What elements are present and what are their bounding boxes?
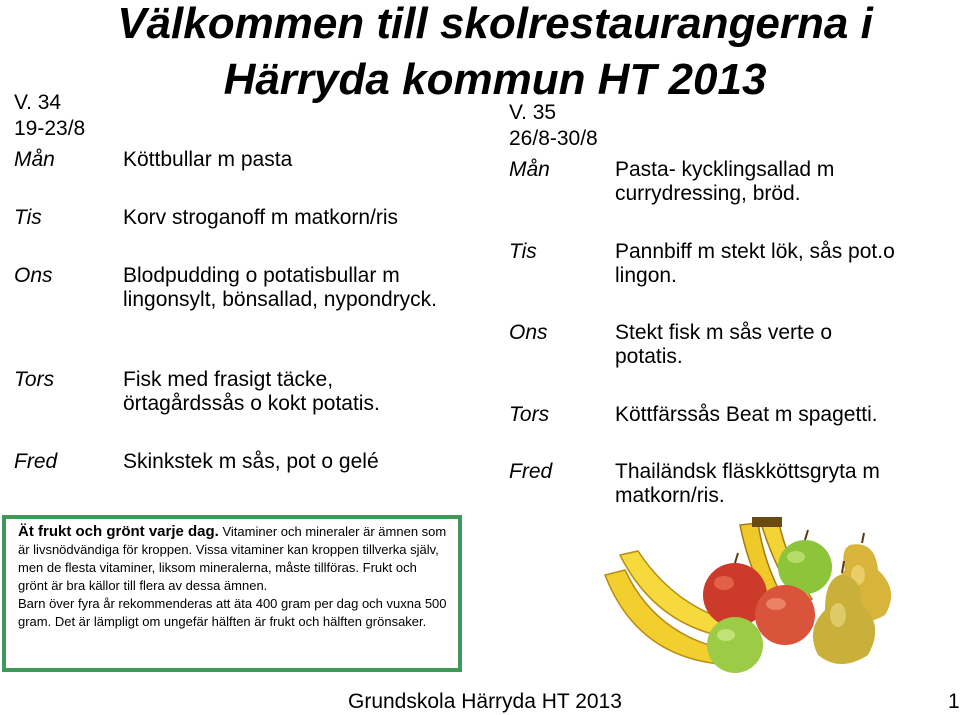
page-number: 1: [948, 690, 960, 713]
week-35-menu: [509, 100, 949, 507]
dish-text: Thailändsk fläskköttsgryta m matkorn/ris.: [615, 460, 880, 507]
dish-text: Pannbiff m stekt lök, sås pot.o lingon.: [615, 240, 895, 287]
day-row-mon: [509, 158, 915, 206]
nutrition-info-box: [2, 515, 462, 672]
dish-text: Köttbullar m pasta: [123, 148, 293, 171]
dish-text: Fisk med frasigt täcke, örtagårdssås o kokt potatis.: [123, 368, 380, 415]
dish-text: Stekt fisk m sås verte o potatis.: [615, 321, 833, 368]
week-label: V. 35: [509, 101, 557, 124]
footer-text: Grundskola Härryda HT 2013: [348, 690, 622, 713]
day-row-thu: [14, 368, 443, 416]
info-text: Vitaminer och mineraler är ämnen som är livsnödvändiga för kroppen. Vissa vitaminer kan kroppen tillverka själv, men de flesta vitaminer, liksom mineralerna, måste tillföras. Frukt och grönt är bra källor till flera av dessa ämnen.: [18, 524, 447, 593]
green-apple-icon: [778, 530, 832, 594]
day-label: Fred: [509, 460, 553, 483]
day-label: Tors: [509, 403, 550, 426]
day-row-wed: [14, 264, 453, 312]
day-label: Mån: [509, 158, 550, 181]
green-apple-icon: [707, 617, 763, 673]
day-row-wed: [509, 321, 875, 369]
week-dates: 19-23/8: [14, 117, 86, 140]
week-label: V. 34: [14, 91, 62, 114]
dish-text: Skinkstek m sås, pot o gelé: [123, 450, 379, 473]
dish-text: Korv stroganoff m matkorn/ris: [123, 206, 399, 229]
day-label: Tis: [14, 206, 42, 229]
fruit-illustration: [600, 515, 955, 685]
day-label: Ons: [509, 321, 548, 344]
week-34-menu: [14, 90, 474, 473]
day-label: Mån: [14, 148, 55, 171]
day-label: Tors: [14, 368, 55, 391]
dish-text: Pasta- kycklingsallad m currydressing, bröd.: [615, 158, 835, 205]
day-label: Ons: [14, 264, 53, 287]
day-label: Tis: [509, 240, 537, 263]
day-row-mon: [14, 148, 292, 172]
day-row-fri: [14, 450, 379, 474]
dish-text: Blodpudding o potatisbullar m lingonsylt, bönsallad, nypondryck.: [123, 264, 438, 311]
day-row-fri: [509, 460, 925, 508]
day-label: Fred: [14, 450, 58, 473]
week-dates: 26/8-30/8: [509, 127, 598, 150]
dish-text: Köttfärssås Beat m spagetti.: [615, 403, 878, 426]
info-paragraph-2: Barn över fyra år rekommenderas att äta 400 gram per dag och vuxna 500 gram. Det är lämpligt om ungefär hälften är frukt och hälften grönsaker.: [18, 596, 447, 629]
red-apple-icon: [755, 585, 815, 645]
day-row-tue: [509, 240, 945, 288]
info-lead: Ät frukt och grönt varje dag.: [18, 523, 219, 540]
page-title: Välkommen till skolrestaurangerna i Härryda kommun HT 2013: [117, 0, 873, 104]
info-paragraph: [18, 523, 448, 595]
day-row-tue: [14, 206, 398, 230]
day-row-thu: [509, 403, 878, 427]
